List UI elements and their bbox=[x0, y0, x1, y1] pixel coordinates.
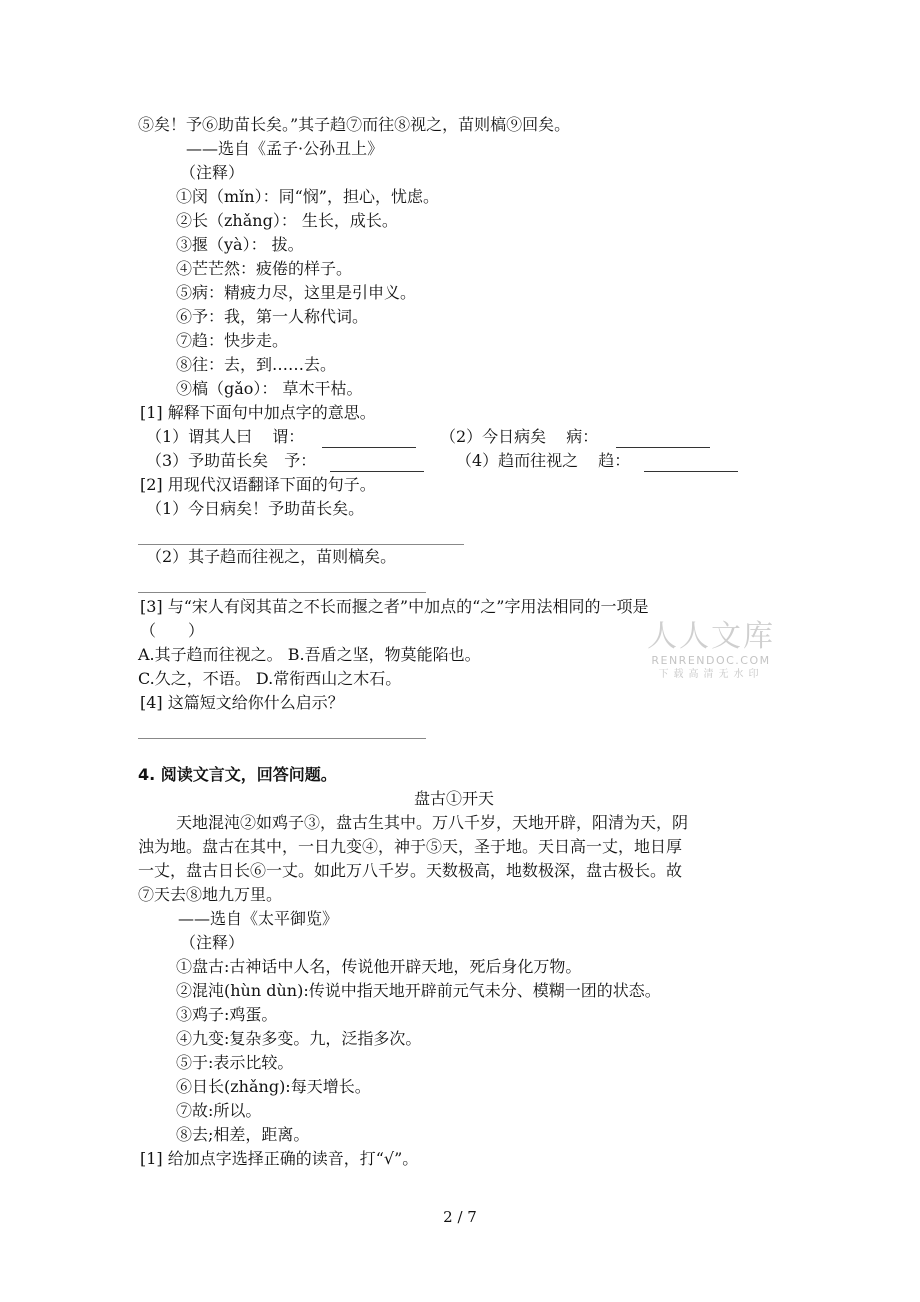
note-item: ⑨槁（gǎo）： 草木干枯。 bbox=[176, 379, 363, 398]
question-item-text: （4）趋而往视之 bbox=[456, 451, 579, 470]
option-line: C.久之，不语。 D.常衔西山之木石。 bbox=[138, 669, 402, 688]
page-number: 2 / 7 bbox=[443, 1208, 477, 1226]
note-item: ⑤于:表示比较。 bbox=[176, 1053, 294, 1072]
note-item: ⑧去;相差，距离。 bbox=[176, 1125, 310, 1144]
question-item bbox=[440, 426, 710, 448]
question-item bbox=[456, 450, 738, 472]
passage-line: 一丈，盘古日长⑥一丈。如此万八千岁。天数极高，地数极深，盘古极长。故 bbox=[138, 861, 683, 880]
answer-line[interactable] bbox=[138, 738, 426, 739]
answer-blank[interactable] bbox=[616, 431, 710, 448]
question-item-word: 趋： bbox=[598, 451, 631, 470]
question-title: [4] 这篇短文给你什么启示？ bbox=[140, 693, 344, 712]
watermark-subtitle: 下载高清无水印 bbox=[658, 669, 764, 680]
note-item: ③鸡子:鸡蛋。 bbox=[176, 1005, 278, 1024]
notes-label: （注释） bbox=[180, 163, 245, 182]
note-item: ②长（zhǎng）： 生长，成长。 bbox=[176, 211, 398, 230]
question-item-word: 予： bbox=[284, 451, 317, 470]
notes-label: （注释） bbox=[180, 933, 245, 952]
note-item: ⑥日长(zhǎng):每天增长。 bbox=[176, 1077, 371, 1096]
note-item: ⑧往：去，到……去。 bbox=[176, 355, 337, 374]
passage-line: ⑦天去⑧地九万里。 bbox=[138, 885, 283, 904]
question-title: [1] 给加点字选择正确的读音，打“√”。 bbox=[140, 1149, 419, 1168]
question-item bbox=[146, 450, 424, 472]
question-title: [1] 解释下面句中加点字的意思。 bbox=[140, 403, 376, 422]
note-item: ④九变:复杂多变。九，泛指多次。 bbox=[176, 1029, 422, 1048]
note-item: ②混沌(hùn dùn):传说中指天地开辟前元气未分、模糊一团的状态。 bbox=[176, 981, 661, 1000]
passage-line: 天地混沌②如鸡子③，盘古生其中。万八千岁，天地开辟，阳清为天，阴 bbox=[176, 813, 689, 832]
note-item: ④芒芒然：疲倦的样子。 bbox=[176, 259, 353, 278]
answer-blank[interactable] bbox=[322, 431, 416, 448]
question-item: （2）其子趋而往视之，苗则槁矣。 bbox=[146, 547, 397, 566]
question-item-text: （2）今日病矣 bbox=[440, 427, 547, 446]
passage-line: ⑤矣！予⑥助苗长矣。”其子趋⑦而往⑧视之，苗则槁⑨回矣。 bbox=[138, 115, 571, 134]
watermark-site: RENRENDOC.COM bbox=[651, 654, 771, 667]
note-item: ①闵（mǐn）：同“悯”，担心，忧虑。 bbox=[176, 187, 439, 206]
answer-blank[interactable] bbox=[330, 455, 424, 472]
passage-source: ——选自《太平御览》 bbox=[178, 909, 339, 928]
question-item-word: 谓： bbox=[272, 427, 305, 446]
answer-line[interactable] bbox=[138, 592, 426, 593]
section-heading: 4. 阅读文言文，回答问题。 bbox=[138, 765, 337, 784]
question-item-text: （3）予助苗长矣 bbox=[146, 451, 269, 470]
question-item-text: （1）谓其人曰 bbox=[146, 427, 253, 446]
question-title: [2] 用现代汉语翻译下面的句子。 bbox=[140, 475, 376, 494]
question-item: （1）今日病矣！予助苗长矣。 bbox=[146, 499, 365, 518]
answer-line[interactable] bbox=[138, 544, 464, 545]
passage-line: 浊为地。盘古在其中，一日九变④，神于⑤天，圣于地。天日高一丈，地日厚 bbox=[138, 837, 683, 856]
question-item bbox=[146, 426, 416, 448]
question-item-word: 病： bbox=[566, 427, 599, 446]
watermark-title: 人人文库 bbox=[647, 619, 775, 654]
passage-source: ——选自《孟子·公孙丑上》 bbox=[186, 139, 384, 158]
note-item: ⑦趋：快步走。 bbox=[176, 331, 289, 350]
watermark bbox=[646, 620, 776, 681]
note-item: ①盘古:古神话中人名，传说他开辟天地，死后身化万物。 bbox=[176, 957, 582, 976]
note-item: ⑤病：精疲力尽，这里是引申义。 bbox=[176, 283, 417, 302]
answer-paren: （ ） bbox=[140, 621, 205, 640]
note-item: ⑥予：我，第一人称代词。 bbox=[176, 307, 369, 326]
note-item: ⑦故:所以。 bbox=[176, 1101, 262, 1120]
question-title: [3] 与“宋人有闵其苗之不长而揠之者”中加点的“之”字用法相同的一项是 bbox=[140, 597, 649, 616]
option-line: A.其子趋而往视之。 B.吾盾之坚，物莫能陷也。 bbox=[138, 645, 481, 664]
note-item: ③揠（yà）： 拔。 bbox=[176, 235, 304, 254]
answer-blank[interactable] bbox=[644, 455, 738, 472]
passage-title: 盘古①开天 bbox=[414, 789, 495, 808]
